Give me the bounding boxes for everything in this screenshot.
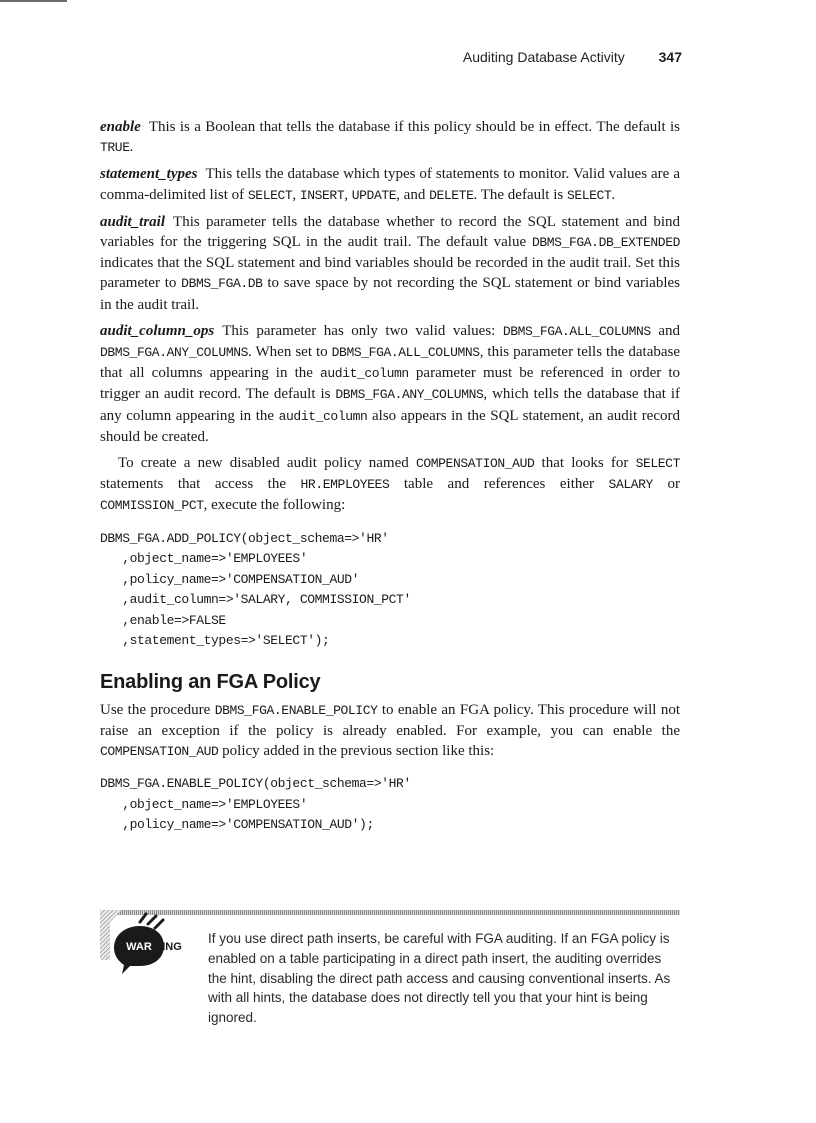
param-term: audit_column_ops <box>100 322 215 339</box>
page-number: 347 <box>658 49 682 65</box>
param-statement-types: statement_types This tells the database which types of statements to monitor. Valid values are a comma-delimited list of SELECT, INSERT, UPDATE, and DELETE. The default is SELECT. <box>100 166 680 203</box>
inline-code: UPDATE <box>351 187 397 203</box>
inline-code: COMMISSION_PCT <box>100 498 204 514</box>
inline-code: audit_column <box>278 408 368 424</box>
code-block-add-policy: DBMS_FGA.ADD_POLICY(object_schema=>'HR' ,object_name=>'EMPLOYEES' ,policy_name=>'COMPENSATION_AUD' ,audit_column=>'SALARY, COMMISSION_PCT' ,enable=>FALSE ,statement_types=>'SELECT'); <box>100 530 411 649</box>
running-head <box>463 49 682 65</box>
inline-code: TRUE <box>100 140 130 156</box>
inline-code: DBMS_FGA.DB_EXTENDED <box>531 235 680 251</box>
param-enable: enable This is a Boolean that tells the database if this policy should be in effect. The default is TRUE. <box>100 119 680 156</box>
svg-text:NING: NING <box>154 941 182 953</box>
inline-code: DBMS_FGA.ALL_COLUMNS <box>331 345 480 361</box>
inline-code: DBMS_FGA.ALL_COLUMNS <box>502 323 651 339</box>
warning-icon <box>100 910 186 980</box>
inline-code: DBMS_FGA.ENABLE_POLICY <box>214 702 378 718</box>
code-block-enable-policy: DBMS_FGA.ENABLE_POLICY(object_schema=>'HR' ,object_name=>'EMPLOYEES' ,policy_name=>'COMPENSATION_AUD'); <box>100 776 411 833</box>
inline-code: DELETE <box>429 187 474 203</box>
svg-text:WAR: WAR <box>126 941 152 953</box>
warning-box <box>100 910 680 1026</box>
body-text <box>100 117 680 850</box>
inline-code: COMPENSATION_AUD <box>415 456 535 472</box>
inline-code: INSERT <box>299 187 345 203</box>
inline-code: SELECT <box>247 187 293 203</box>
param-audit-trail: audit_trail This parameter tells the database whether to record the SQL statement and bind variables for the triggering SQL in the audit trail. The default value DBMS_FGA.DB_EXTENDED indicates that the SQL statement and bind variables should be recorded in the audit trail. Set this parameter to DBMS_FGA.DB to save space by not recording the SQL statement or bind variables in the audit trail. <box>100 213 680 313</box>
param-term: statement_types <box>100 166 198 183</box>
inline-code: HR.EMPLOYEES <box>300 477 390 493</box>
section-paragraph: Use the procedure DBMS_FGA.ENABLE_POLICY to enable an FGA policy. This procedure will not raise an exception if the policy is already enabled. For example, you can enable the COMPENSATION_AUD policy added in the previous section like this: <box>100 701 680 760</box>
warning-text: If you use direct path inserts, be careful with FGA auditing. If an FGA policy is enabled on a table participating in a direct path insert, the auditing overrides the hint, disabling the direct path access and causing conventional inserts. As with all hints, the database does not directly tell you that your hint is being ignored. <box>208 931 671 1026</box>
running-head-title: Auditing Database Activity <box>462 49 625 65</box>
corner-rule <box>0 0 67 2</box>
inline-code: DBMS_FGA.ANY_COLUMNS <box>100 345 249 361</box>
param-term: audit_trail <box>100 213 166 230</box>
inline-code: SELECT <box>566 187 612 203</box>
inline-code: audit_column <box>320 366 409 382</box>
param-audit-column-ops: audit_column_ops This parameter has only two valid values: DBMS_FGA.ALL_COLUMNS and DBMS_FGA.ANY_COLUMNS. When set to DBMS_FGA.ALL_COLUMNS, this parameter tells the database that all columns appearing in the audit_column parameter must be referenced in order to trigger an audit record. The default is DBMS_FGA.ANY_COLUMNS, which tells the database that if any column appearing in the audit_column also appears in the SQL statement, an audit record should be created. <box>100 322 681 445</box>
inline-code: COMPENSATION_AUD <box>100 744 219 760</box>
inline-code: DBMS_FGA.ANY_COLUMNS <box>335 387 484 403</box>
inline-code: SELECT <box>635 456 680 472</box>
intro-paragraph: To create a new disabled audit policy named COMPENSATION_AUD that looks for SELECT statements that access the HR.EMPLOYEES table and references either SALARY or COMMISSION_PCT, execute the following: <box>100 455 680 514</box>
inline-code: SALARY <box>608 477 653 493</box>
param-term: enable <box>100 119 141 135</box>
section-heading: Enabling an FGA Policy <box>100 670 321 693</box>
warning-rule <box>100 910 680 915</box>
inline-code: DBMS_FGA.DB <box>181 276 263 292</box>
